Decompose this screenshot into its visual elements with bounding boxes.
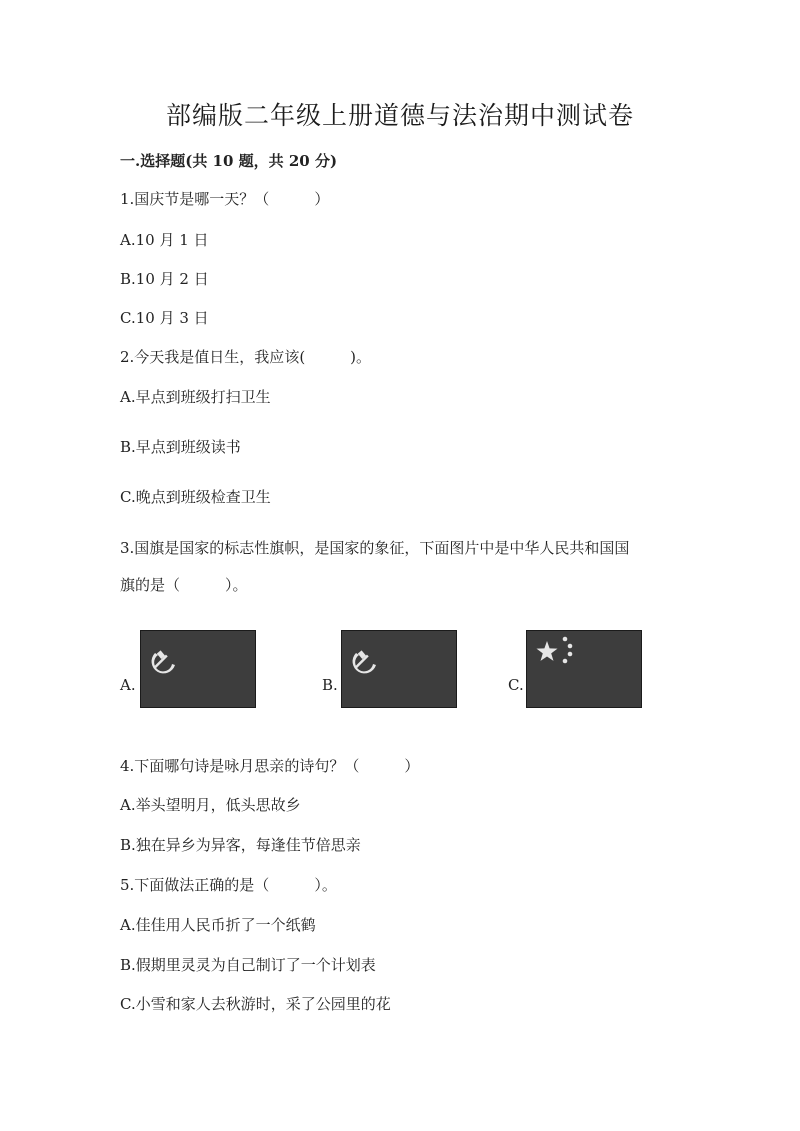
question-3-option-b: B. [322, 676, 338, 694]
question-3-stem-line-2: 旗的是（ ）。 [120, 576, 248, 594]
question-2-stem: 2.今天我是值日生，我应该( )。 [120, 348, 372, 366]
question-4-option-b: B.独在异乡为异客，每逢佳节倍思亲 [120, 836, 361, 854]
question-2-option-b: B.早点到班级读书 [120, 438, 241, 456]
question-1-option-a: A.10 月 1 日 [120, 231, 209, 249]
question-2-option-a: A.早点到班级打扫卫生 [120, 388, 271, 406]
question-1-stem: 1.国庆节是哪一天？（ ） [120, 190, 330, 208]
national-flag-icon [526, 630, 642, 708]
question-3-option-a: A. [120, 676, 136, 694]
question-5-option-a: A.佳佳用人民币折了一个纸鹤 [120, 916, 316, 934]
question-5-stem: 5.下面做法正确的是（ ）。 [120, 876, 337, 894]
section-header: 一.选择题(共 10 题，共 20 分) [120, 152, 338, 170]
question-4-option-a: A.举头望明月，低头思故乡 [120, 796, 301, 814]
question-3-option-c: C. [508, 676, 524, 694]
question-5-option-c: C.小雪和家人去秋游时，采了公园里的花 [120, 995, 391, 1013]
question-2-option-c: C.晚点到班级检查卫生 [120, 488, 271, 506]
question-5-option-b: B.假期里灵灵为自己制订了一个计划表 [120, 956, 376, 974]
question-4-stem: 4.下面哪句诗是咏月思亲的诗句？（ ） [120, 757, 420, 775]
question-3-stem-line-1: 3.国旗是国家的标志性旗帜，是国家的象征，下面图片中是中华人民共和国国 [120, 539, 630, 557]
party-flag-icon [140, 630, 256, 708]
question-1-option-c: C.10 月 3 日 [120, 309, 209, 327]
party-flag-icon [341, 630, 457, 708]
question-1-option-b: B.10 月 2 日 [120, 270, 209, 288]
page-title: 部编版二年级上册道德与法治期中测试卷 [165, 101, 634, 130]
